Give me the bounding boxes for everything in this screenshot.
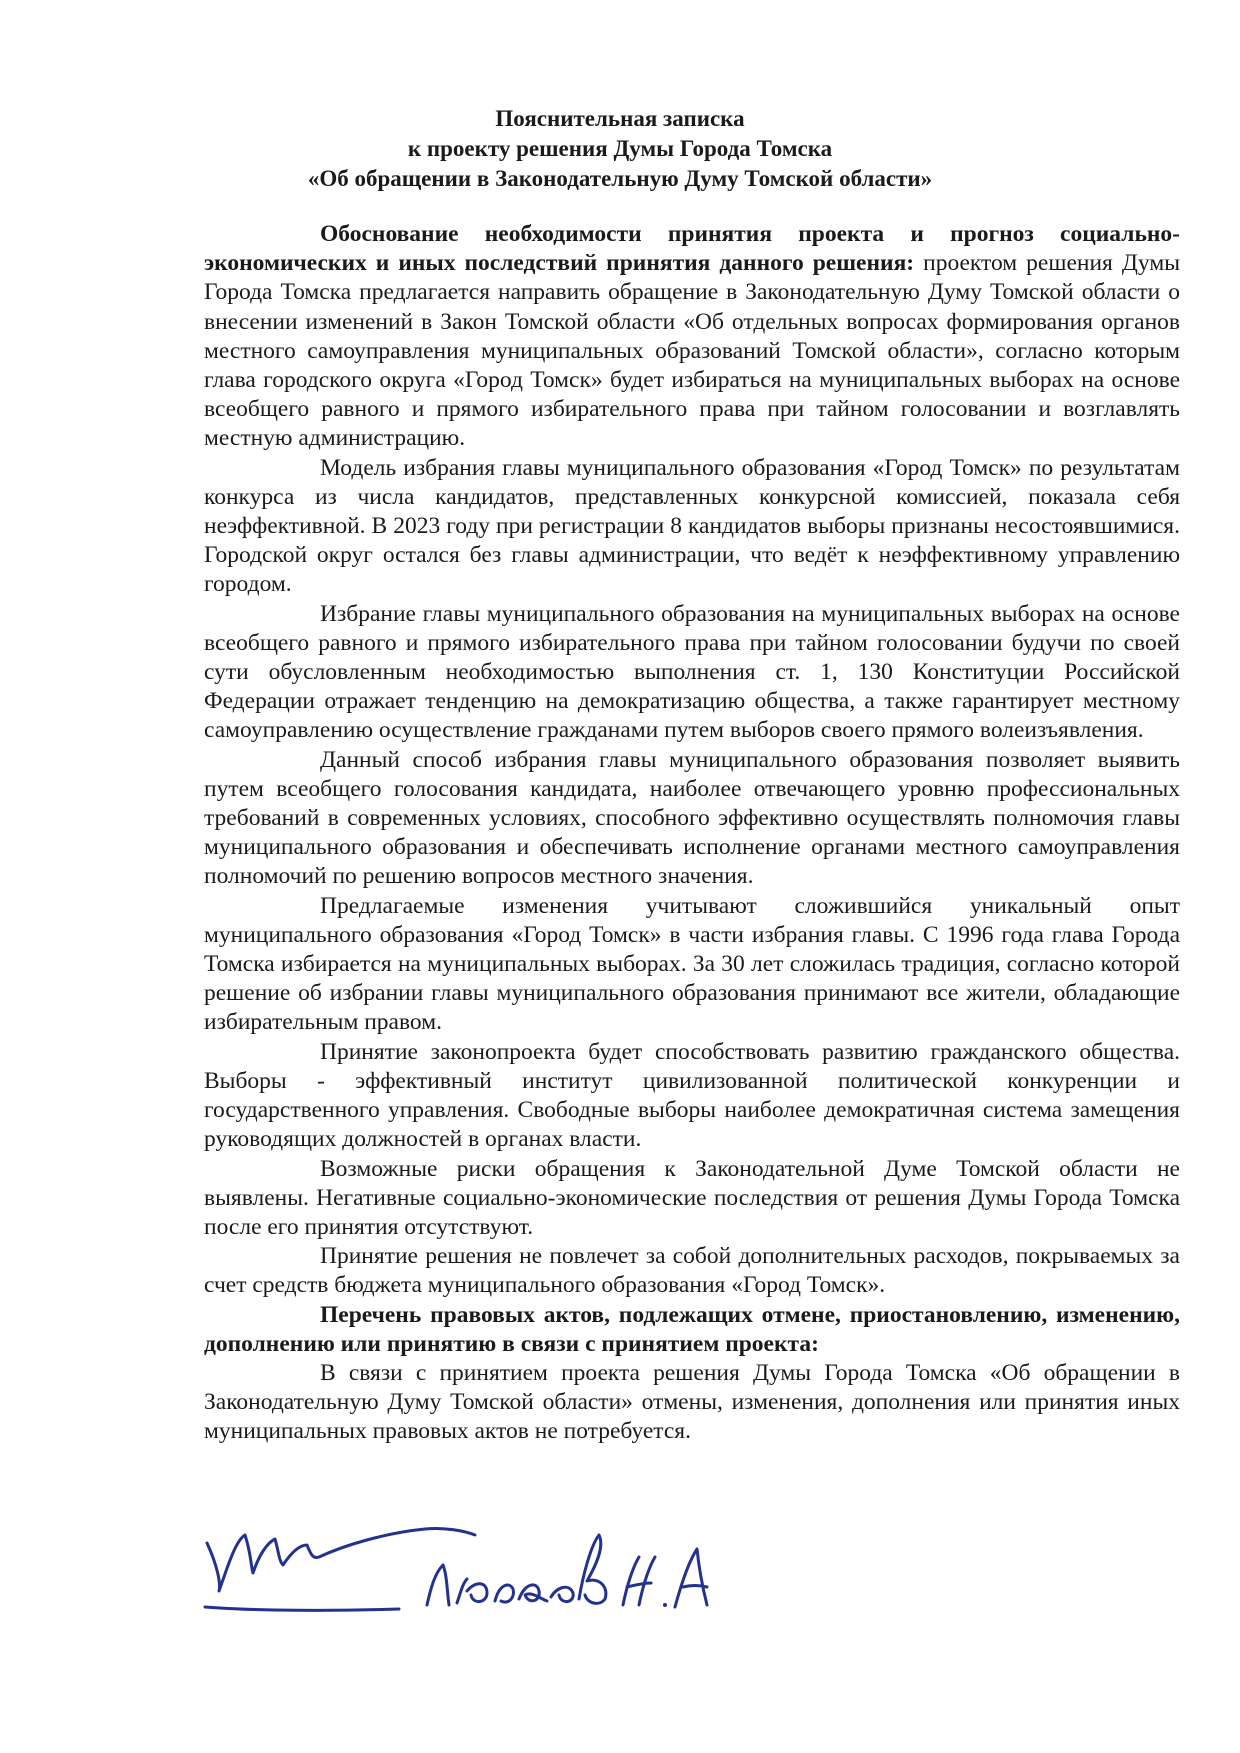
paragraph-civil-society: Принятие законопроекта будет способствовать развитию гражданского общества. Выборы - эффективный институт цивилизованной политической конкуренции и государственного управления. Свободные выборы наиболее демократичная система замещения руководящих должностей в органах власти.: [204, 1038, 1180, 1153]
justification-heading: Обоснование необходимости принятия проекта и прогноз социально-экономических и иных последствий принятия данного решения:: [204, 221, 1180, 277]
document-body: [204, 220, 1180, 1447]
handwritten-signature: [195, 1495, 755, 1625]
paragraph-justification: [204, 220, 1180, 454]
title-line-1: Пояснительная записка: [495, 106, 745, 131]
signature-name: Лютаев И.А: [495, 1621, 501, 1622]
paragraph-election: Избрание главы муниципального образования на муниципальных выборах на основе всеобщего равного и прямого избирательного права при тайном голосовании будучи по своей сути обусловленным необходимостью выполнения ст. 1, 130 Конституции Российской Федерации отражает тенденцию на демократизацию общества, а также гарантирует местному самоуправлению осуществление гражданами путем выборов своего прямого волеизъявления.: [204, 600, 1180, 744]
paragraph-acts-heading: [204, 1301, 1180, 1359]
paragraph-experience: Предлагаемые изменения учитывают сложившийся уникальный опыт муниципального образования «Город Томск» в части избрания главы. С 1996 года глава Города Томска избирается на муниципальных выборах. За 30 лет сложилась традиция, согласно которой решение об избрании главы муниципального образования принимают все жители, обладающие избирательным правом.: [204, 892, 1180, 1036]
paragraph-risks: Возможные риски обращения к Законодательной Думе Томской области не выявлены. Негативные социально-экономические последствия от решения Думы Города Томска после его принятия отсутствуют.: [204, 1155, 1180, 1240]
signature-strokes: [205, 1528, 707, 1610]
justification-text: проектом решения Думы Города Томска предлагается направить обращение в Законодательную Думу Томской области о внесении изменений в Закон Томской области «Об отдельных вопросах формирования органов местного самоуправления муниципальных образований Томской области», согласно которым глава городского округа «Город Томск» будет избираться на муниципальных выборах на основе всеобщего равного и прямого избирательного права при тайном голосовании и возглавлять местную администрацию.: [204, 250, 1180, 452]
paragraph-method: Данный способ избрания главы муниципального образования позволяет выявить путем всеобщего голосования кандидата, наиболее отвечающего уровню профессиональных требований в современных условиях, способного эффективно осуществлять полномочия главы муниципального образования и обеспечивать исполнение органами местного самоуправления полномочий по решению вопросов местного значения.: [204, 746, 1180, 890]
document-title: [0, 104, 1240, 194]
title-line-3: «Об обращении в Законодательную Думу Томской области»: [307, 166, 933, 191]
title-line-2: к проекту решения Думы Города Томска: [407, 136, 833, 161]
paragraph-model: Модель избрания главы муниципального образования «Город Томск» по результатам конкурса из числа кандидатов, представленных конкурсной комиссией, показала себя неэффективной. В 2023 году при регистрации 8 кандидатов выборы признаны несостоявшимися. Городской округ остался без главы администрации, что ведёт к неэффективному управлению городом.: [204, 454, 1180, 598]
paragraph-budget: Принятие решения не повлечет за собой дополнительных расходов, покрываемых за счет средств бюджета муниципального образования «Город Томск».: [204, 1243, 1180, 1299]
acts-heading: Перечень правовых актов, подлежащих отмене, приостановлению, изменению, дополнению или принятию в связи с принятием проекта:: [204, 1301, 1180, 1357]
paragraph-acts: В связи с принятием проекта решения Думы Города Томска «Об обращении в Законодательную Думу Томской области» отмены, изменения, дополнения или принятия иных муниципальных правовых актов не потребуется.: [204, 1359, 1180, 1445]
